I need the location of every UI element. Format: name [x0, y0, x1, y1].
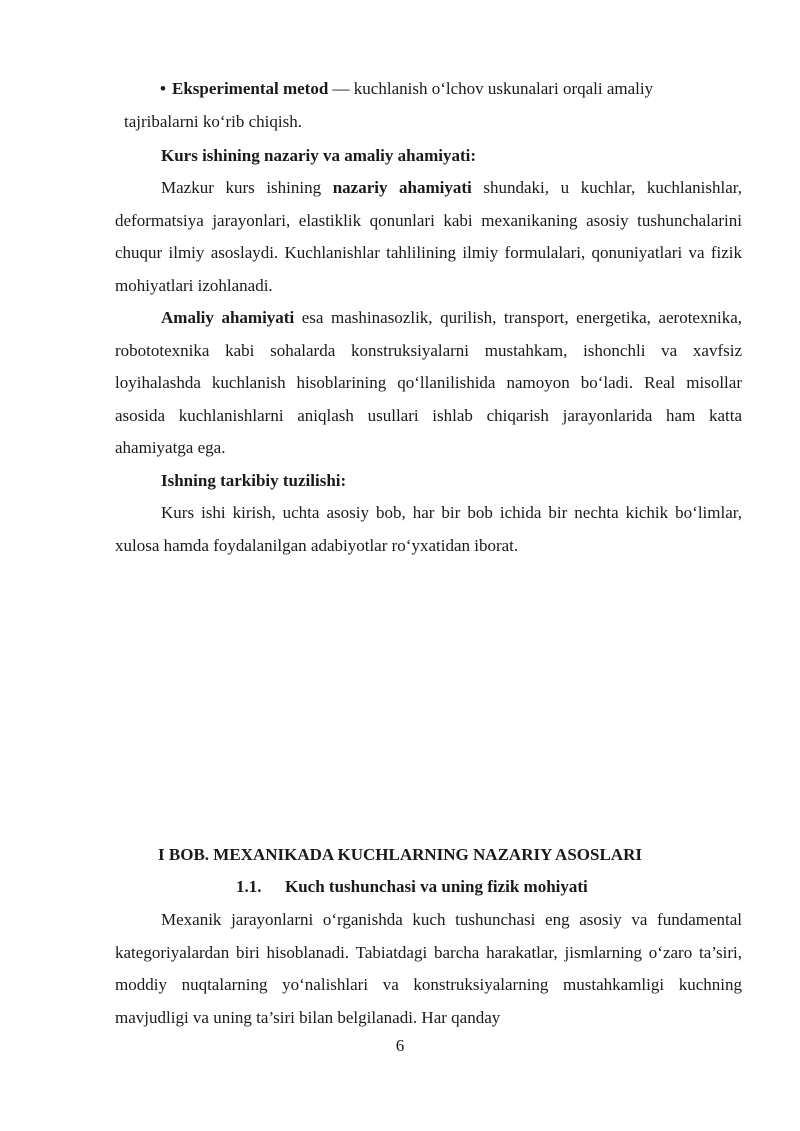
paragraph-structure: Kurs ishi kirish, uchta asosiy bob, har bir bob ichida bir nechta kichik bo‘limlar, xulosa hamda foydalanilgan adabiyotlar ro‘yxatidan iborat. — [115, 503, 742, 555]
bullet-text-line1: kuchlanish o‘lchov uskunalari orqali amaliy — [353, 79, 654, 98]
page-number: 6 — [395, 1036, 405, 1055]
bullet-term: Eksperimental metod — [172, 79, 329, 98]
section-number: 1.1. — [236, 877, 262, 896]
bullet-dash: — — [328, 79, 354, 98]
practice-bold: Amaliy ahamiyati — [161, 308, 295, 327]
paragraph-section-intro: Mexanik jarayonlarni o‘rganishda kuch tushunchasi eng asosiy va fundamental kategoriyalardan biri hisoblanadi. Tabiatdagi barcha harakatlar, jismlarning o‘zaro ta’siri, moddiy nuqtalarning yo‘nalishlari va konstruksiyalarning mustahkamligi kuchning mavjudligi va uning ta’siri bilan belgilanadi. Har qanday — [115, 910, 742, 1027]
chapter-title: I BOB. MEXANIKADA KUCHLARNING NAZARIY ASOSLARI — [158, 845, 642, 864]
paragraph-theoretical-significance — [115, 172, 742, 302]
heading-significance: Kurs ishining nazariy va amaliy ahamiyati: — [161, 146, 476, 165]
paragraph-practical-significance — [115, 302, 742, 465]
theory-lead: Mazkur kurs ishining — [161, 178, 333, 197]
practice-rest: esa mashinasozlik, qurilish, transport, energetika, aerotexnika, robototexnika kabi sohalarda konstruksiyalarni mustahkam, ishonchli va xavfsiz loyihalashda kuchlanish hisoblarining qo‘llanilishida namoyon bo‘ladi. Real misollar asosida kuchlanishlarni aniqlash usullari ishlab chiqarish jarayonlarida ham katta ahamiyatga ega. — [115, 308, 742, 458]
section-heading — [236, 872, 588, 902]
section-title: Kuch tushunchasi va uning fizik mohiyati — [285, 877, 588, 896]
theory-rest: shundaki, u kuchlar, kuchlanishlar, deformatsiya jarayonlari, elastiklik qonunlari kabi mexanikaning asosiy tushunchalarini chuqur ilmiy asoslaydi. Kuchlanishlar tahlilining ilmiy formulalari, qonuniyatlari va fizik mohiyatlari izohlanadi. — [115, 178, 742, 295]
bullet-marker: • — [160, 79, 166, 98]
bullet-item-experimental-method — [160, 73, 742, 106]
theory-bold: nazariy ahamiyati — [332, 178, 472, 197]
heading-structure: Ishning tarkibiy tuzilishi: — [161, 471, 347, 490]
bullet-text-line2: tajribalarni ko‘rib chiqish. — [124, 112, 302, 131]
